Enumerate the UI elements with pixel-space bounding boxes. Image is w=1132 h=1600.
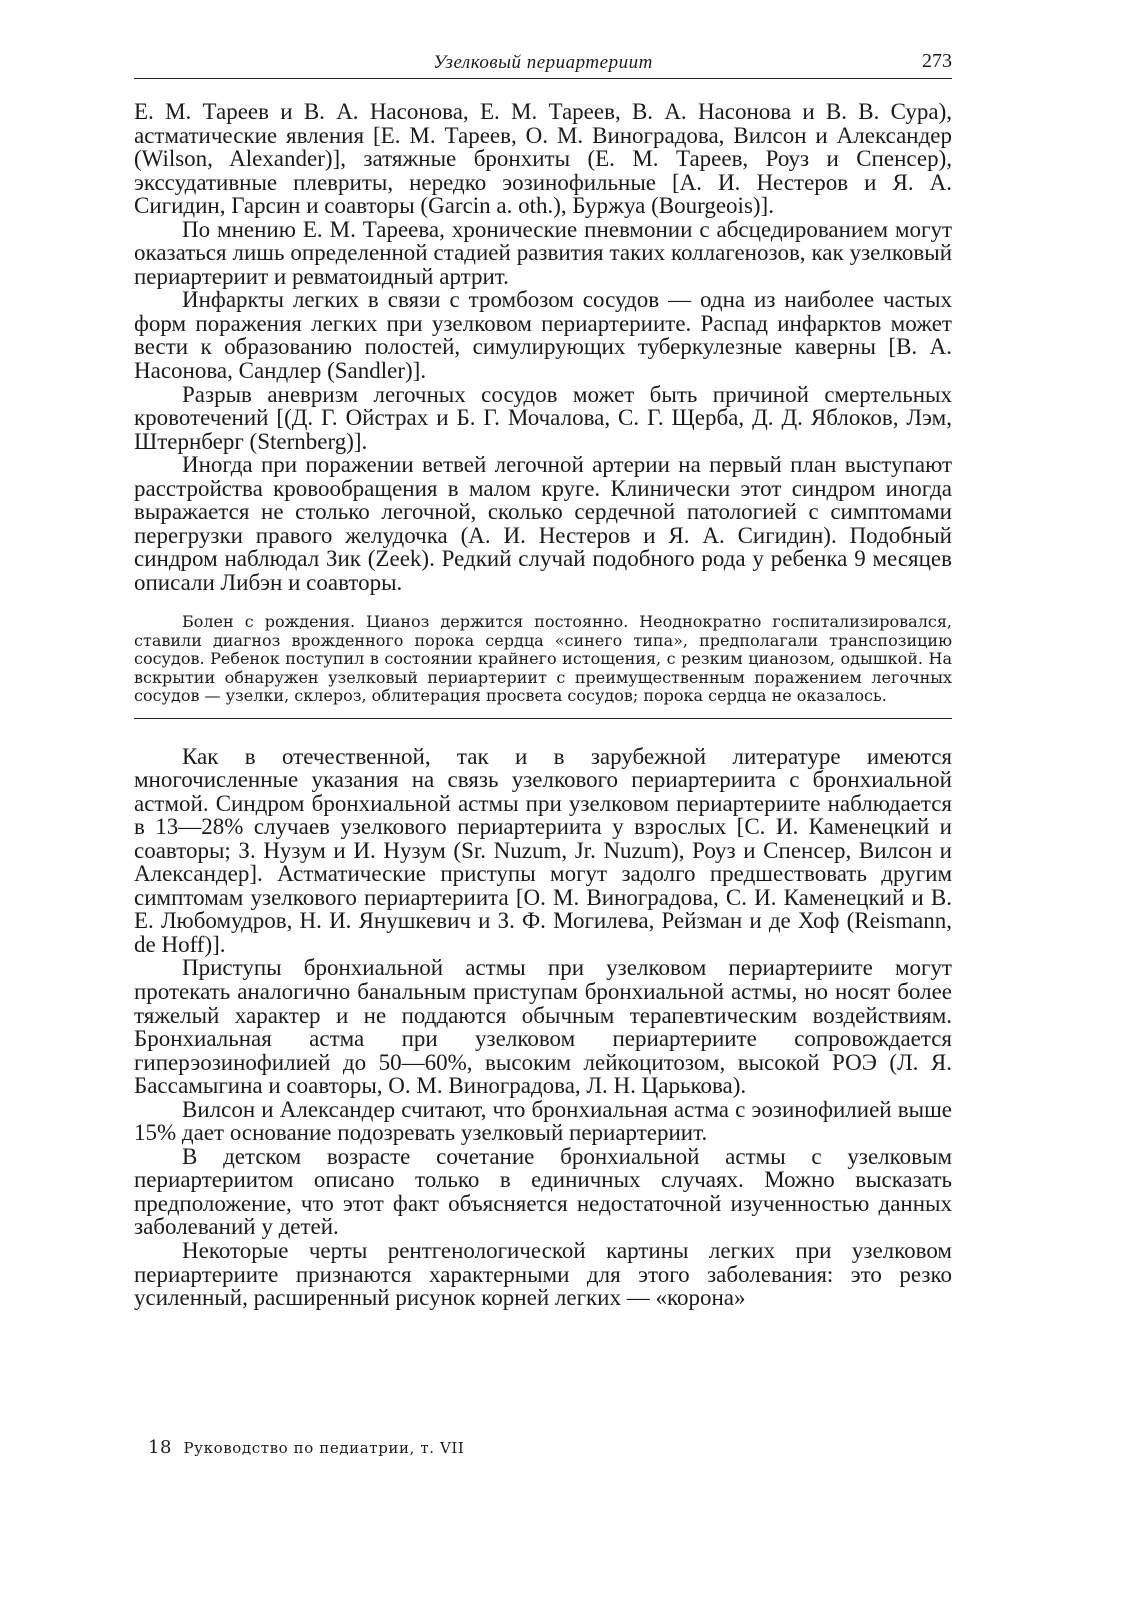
paragraph-3: Инфаркты легких в связи с тромбозом сосудов — одна из наиболее частых форм поражения легких при узелковом периартериите. Распад инфарктов может вести к образованию полостей, симулирующих туберкулезные каверны [В. А. Насонова, Сандлер (Sandler)]. — [134, 287, 952, 384]
paragraph-9: В детском возрасте сочетание бронхиальной астмы с узелковым периартериитом описано только в единичных случаях. Можно высказать предположение, что этот факт объясняется недостаточной изученностью данных заболеваний у детей. — [134, 1143, 952, 1240]
paragraph-8: Вилсон и Александер считают, что бронхиальная астма с эозинофилией выше 15% дает основание подозревать узелковый периартериит. — [134, 1096, 952, 1146]
case-note: Болен с рождения. Цианоз держится постоянно. Неоднократно госпитализировался, ставили диагноз врожденного порока сердца «синего типа», предполагали транспозицию сосудов. Ребенок поступил в состоянии крайнего истощения, с резким цианозом, одышкой. На вскрытии обнаружен узелковый периартериит с преимущественным поражением легочных сосудов — узелки, склероз, облитерация просвета сосудов; порока сердца не оказалось. — [134, 612, 952, 706]
paragraph-7: Приступы бронхиальной астмы при узелковом периартериите могут протекать аналогично банальным приступам бронхиальной астмы, но носят более тяжелый характер и не поддаются обычным терапевтическим воздействиям. Бронхиальная астма при узелковом периартериите сопровождается гиперэозинофилией до 50—60%, высоким лейкоцитозом, высокой РОЭ (Л. Я. Бассамыгина и соавторы, О. М. Виноградова, Л. Н. Царькова). — [134, 955, 952, 1099]
signature-number: 18 — [148, 1437, 173, 1458]
page-number: 273 — [922, 50, 952, 72]
paragraph-4: Разрыв аневризм легочных сосудов может быть причиной смертельных кровотечений [(Д. Г. Ойстрах и Б. Г. Мочалова, С. Г. Щерба, Д. Д. Яблоков, Лэм, Штернберг (Sternberg)]. — [134, 381, 952, 454]
paragraph-5: Иногда при поражении ветвей легочной артерии на первый план выступают расстройства кровообращения в малом круге. Клинически этот синдром иногда выражается не столько легочной, сколько сердечной патологией с симптомами перегрузки правого желудочка (А. И. Нестеров и Я. А. Сигидин). Подобный синдром наблюдал Зик (Zeek). Редкий случай подобного рода у ребенка 9 месяцев описали Либэн и соавторы. — [134, 452, 952, 595]
paragraph-2: По мнению Е. М. Тареева, хронические пневмонии с абсцедированием могут оказаться лишь определенной стадией развития таких коллагенозов, как узелковый периартериит и ревматоидный артрит. — [134, 216, 952, 289]
running-title: Узелковый периартериит — [433, 52, 653, 73]
case-note-divider — [134, 718, 952, 719]
paragraph-1: Е. М. Тареев и В. А. Насонова, Е. М. Тареев, В. А. Насонова и В. В. Сура), астматические явления [Е. М. Тареев, О. М. Виноградова, Вилсон и Александер (Wilson, Alexander)], затяжные бронхиты (Е. М. Тареев, Роуз и Спенсер), экссудативные плевриты, нередко эозинофильные [А. И. Нестеров и Я. А. Сигидин, Гарсин и соавторы (Garcin a. oth.), Буржуа (Bourgeois)]. — [134, 99, 952, 219]
body-text — [134, 100, 952, 1310]
paragraph-10: Некоторые черты рентгенологической картины легких при узелковом периартериите признаются характерными для этого заболевания: это резко усиленный, расширенный рисунок корней легких — «корона» — [134, 1238, 952, 1311]
paragraph-6: Как в отечественной, так и в зарубежной литературе имеются многочисленные указания на связь узелкового периартериита с бронхиальной астмой. Синдром бронхиальной астмы при узелковом периартериите наблюдается в 13—28% случаев узелкового периартериита у взрослых [С. И. Каменецкий и соавторы; З. Нузум и И. Нузум (Sr. Nuzum, Jr. Nuzum), Роуз и Спенсер, Вилсон и Александер]. Астматические приступы могут задолго предшествовать другим симптомам узелкового периартериита [О. М. Виноградова, С. И. Каменецкий и В. Е. Любомудров, Н. И. Янушкевич и З. Ф. Могилева, Рейзман и де Хоф (Reismann, de Hoff)]. — [134, 743, 952, 957]
book-title: Руководство по педиатрии, т. VII — [183, 1439, 465, 1457]
page-header — [134, 48, 952, 79]
page-footer — [148, 1437, 464, 1458]
